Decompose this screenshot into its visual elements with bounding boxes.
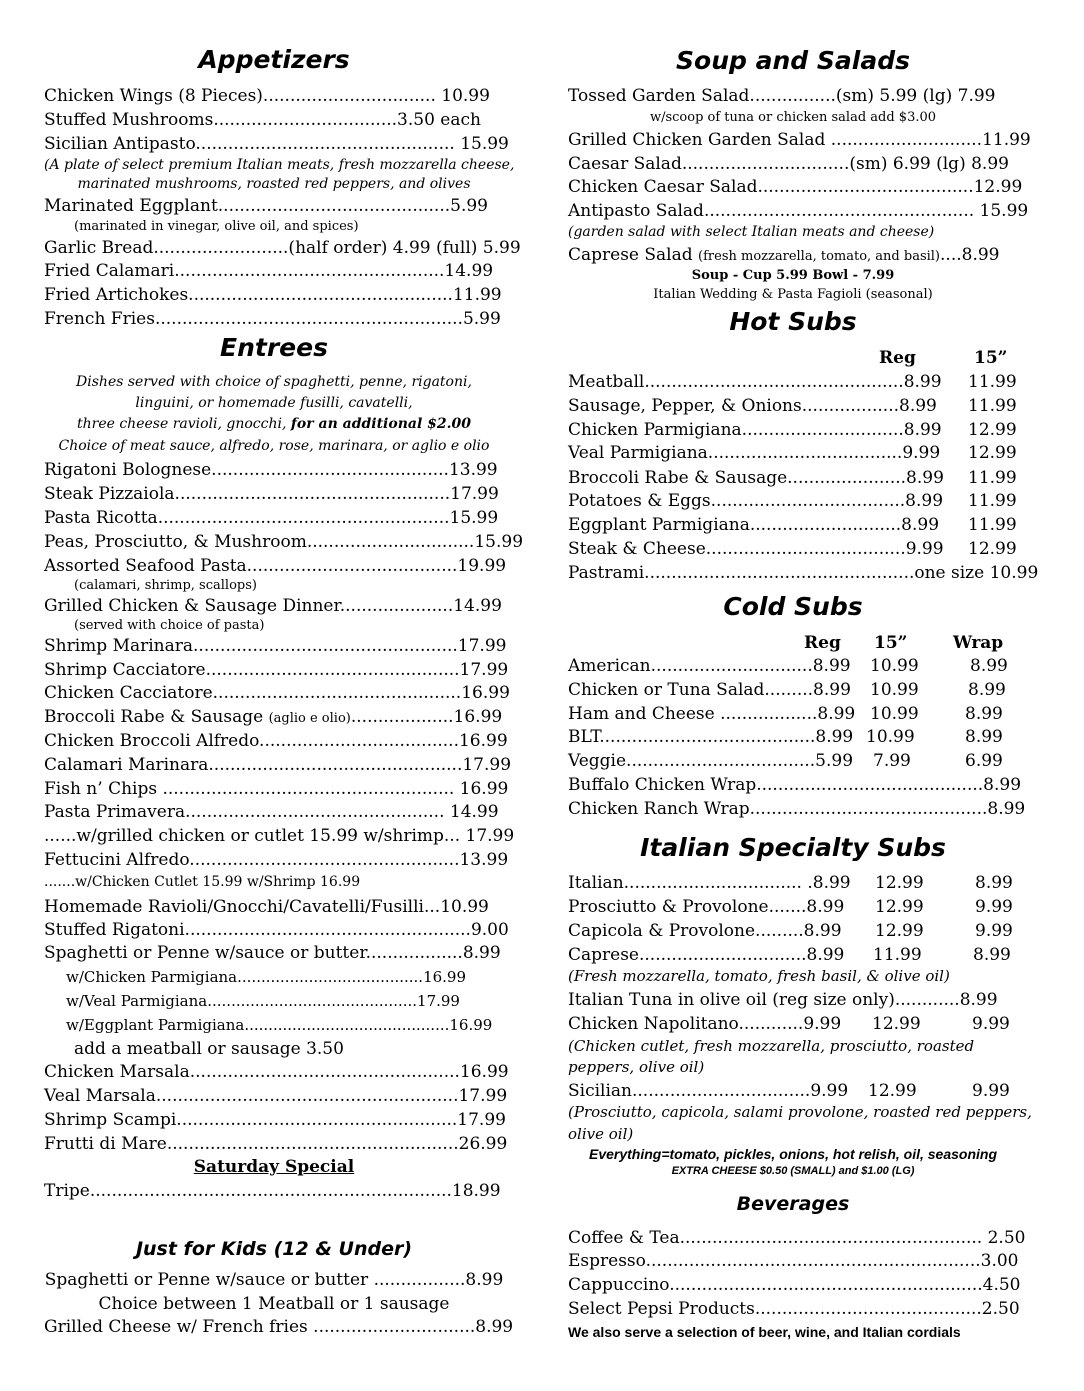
menu-item: Shrimp Scampi....................................................17.99 xyxy=(44,1110,506,1130)
table-row: Chicken Napolitano............9.99 12.99 9.99 xyxy=(568,1014,1010,1034)
menu-item-option: w/Eggplant Parmigiana...........................................16.99 xyxy=(66,1016,493,1034)
item-description: (Chicken cutlet, fresh mozzarella, prosciutto, roasted xyxy=(568,1037,975,1055)
menu-item: Pasta Ricotta......................................................15.99 xyxy=(44,508,499,528)
menu-item: Grilled Chicken & Sausage Dinner.....................14.99 xyxy=(44,596,502,616)
table-row: Steak & Cheese.....................................9.99 12.99 xyxy=(568,539,1017,559)
item-description: (A plate of select premium Italian meats, fresh mozzarella cheese, xyxy=(44,157,515,173)
table-row: BLT........................................8.99 10.99 8.99 xyxy=(568,727,1003,747)
item-description: (calamari, shrimp, scallops) xyxy=(74,578,257,593)
menu-item-option: w/Veal Parmigiana............................................17.99 xyxy=(66,992,460,1010)
menu-item: French Fries.........................................................5.99 xyxy=(44,309,501,329)
menu-item: Shrimp Cacciatore...............................................17.99 xyxy=(44,660,509,680)
menu-item: Grilled Cheese w/ French fries ..............................8.99 xyxy=(44,1317,514,1337)
menu-item: Fried Artichokes.................................................11.99 xyxy=(44,285,502,305)
menu-item: Rigatoni Bolognese............................................13.99 xyxy=(44,460,498,480)
item-description: (Prosciutto, capicola, salami provolone, roasted red peppers, xyxy=(568,1103,1032,1121)
table-row: Veal Parmigiana....................................9.99 12.99 xyxy=(568,443,1017,463)
table-row: Prosciutto & Provolone.......8.99 12.99 9.99 xyxy=(568,897,1013,917)
table-row: American..............................8.99 10.99 8.99 xyxy=(568,656,1008,676)
item-description: (served with choice of pasta) xyxy=(74,618,265,633)
menu-item: Caesar Salad...............................(sm) 6.99 (lg) 8.99 xyxy=(568,154,1009,174)
menu-item: Shrimp Marinara.................................................17.99 xyxy=(44,636,507,656)
menu-item: Antipasto Salad.................................................. 15.99 xyxy=(568,201,1029,221)
cold-subs-heading: Cold Subs xyxy=(723,592,863,621)
table-row: Potatoes & Eggs....................................8.99 11.99 xyxy=(568,491,1017,511)
soups-heading: Soup and Salads xyxy=(676,46,910,75)
menu-item: Calamari Marinara...............................................17.99 xyxy=(44,755,512,775)
menu-item: Assorted Seafood Pasta.......................................19.99 xyxy=(44,556,507,576)
column-header-reg: Reg xyxy=(879,348,916,368)
entrees-intro: three cheese ravioli, gnocchi, for an additional $2.00 xyxy=(76,416,471,432)
hot-subs-heading: Hot Subs xyxy=(729,307,857,336)
table-row: Sausage, Pepper, & Onions..................8.99 11.99 xyxy=(568,396,1017,416)
saturday-special-heading: Saturday Special xyxy=(193,1157,355,1177)
menu-item: Chicken Ranch Wrap............................................8.99 xyxy=(568,799,1026,819)
menu-item: Italian Tuna in olive oil (reg size only)............8.99 xyxy=(568,990,998,1010)
table-row: Italian................................. .8.99 12.99 8.99 xyxy=(568,873,1013,893)
table-row: Broccoli Rabe & Sausage......................8.99 11.99 xyxy=(568,468,1017,488)
everything-note: Everything=tomato, pickles, onions, hot relish, oil, seasoning xyxy=(588,1146,998,1162)
item-description: marinated mushrooms, roasted red peppers, and olives xyxy=(77,176,471,192)
table-row: Sicilian.................................9.99 12.99 9.99 xyxy=(568,1081,1010,1101)
menu-item: Fried Calamari..................................................14.99 xyxy=(44,261,494,281)
menu-item: Spaghetti or Penne w/sauce or butter..................8.99 xyxy=(44,943,501,963)
table-row: Chicken Parmigiana..............................8.99 12.99 xyxy=(568,420,1017,440)
menu-item: Homemade Ravioli/Gnocchi/Cavatelli/Fusilli...10.99 xyxy=(44,897,489,917)
table-row: Chicken or Tuna Salad.........8.99 10.99 8.99 xyxy=(568,680,1006,700)
menu-item: Chicken Cacciatore..............................................16.99 xyxy=(44,683,510,703)
menu-item: Marinated Eggplant...........................................5.99 xyxy=(44,196,488,216)
entrees-intro: linguini, or homemade fusilli, cavatelli, xyxy=(135,395,413,411)
item-description: olive oil) xyxy=(568,1125,634,1143)
italian-subs-heading: Italian Specialty Subs xyxy=(640,833,946,862)
menu-item: Fettucini Alfredo..................................................13.99 xyxy=(44,850,509,870)
menu-item: Steak Pizzaiola...................................................17.99 xyxy=(44,484,499,504)
menu-item: Cappuccino..........................................................4.50 xyxy=(568,1275,1021,1295)
menu-item: Stuffed Rigatoni.....................................................9.00 xyxy=(44,920,509,940)
appetizers-heading: Appetizers xyxy=(198,45,350,74)
item-description: (marinated in vinegar, olive oil, and spices) xyxy=(74,219,359,234)
menu-item: Tossed Garden Salad................(sm) 5.99 (lg) 7.99 xyxy=(568,86,996,106)
menu-item: Chicken Broccoli Alfredo.....................................16.99 xyxy=(44,731,508,751)
column-header-reg: Reg xyxy=(804,633,841,653)
menu-item: Chicken Marsala..................................................16.99 xyxy=(44,1062,509,1082)
beverages-footer: We also serve a selection of beer, wine, and Italian cordials xyxy=(568,1324,961,1340)
menu-item: Pasta Primavera................................................ 14.99 xyxy=(44,802,499,822)
menu-item: Select Pepsi Products..........................................2.50 xyxy=(568,1299,1020,1319)
item-description: (garden salad with select Italian meats and cheese) xyxy=(568,224,935,240)
menu-item: ......w/grilled chicken or cutlet 15.99 w/shrimp... 17.99 xyxy=(44,826,515,846)
menu-item: Frutti di Mare......................................................26.99 xyxy=(44,1134,508,1154)
extra-cheese-note: EXTRA CHEESE $0.50 (SMALL) and $1.00 (LG) xyxy=(671,1165,915,1177)
menu-item: Chicken Wings (8 Pieces)................................ 10.99 xyxy=(44,86,490,106)
column-header-15: 15” xyxy=(974,348,1008,368)
table-row: Caprese...............................8.99 11.99 8.99 xyxy=(568,945,1011,965)
item-description: peppers, olive oil) xyxy=(568,1058,705,1076)
menu-item: Caprese Salad (fresh mozzarella, tomato, and basil)....8.99 xyxy=(568,245,1000,265)
table-row: Capicola & Provolone.........8.99 12.99 9.99 xyxy=(568,921,1013,941)
item-description: (Fresh mozzarella, tomato, fresh basil, & olive oil) xyxy=(568,967,950,985)
column-header-wrap: Wrap xyxy=(953,633,1004,653)
menu-item: Veal Marsala........................................................17.99 xyxy=(44,1086,508,1106)
menu-item: Garlic Bread.........................(half order) 4.99 (full) 5.99 xyxy=(44,238,521,258)
entrees-intro: Choice of meat sauce, alfredo, rose, marinara, or aglio e olio xyxy=(58,438,490,454)
entrees-intro: Dishes served with choice of spaghetti, penne, rigatoni, xyxy=(76,374,472,390)
menu-item: Spaghetti or Penne w/sauce or butter .................8.99 xyxy=(44,1270,504,1290)
menu-item: Broccoli Rabe & Sausage (aglio e olio)...................16.99 xyxy=(44,707,503,727)
hot-subs-header-row xyxy=(568,347,1018,369)
menu-item-option: add a meatball or sausage 3.50 xyxy=(74,1039,344,1059)
menu-item: Pastrami..................................................one size 10.99 xyxy=(568,563,1039,583)
menu-item: Coffee & Tea........................................................ 2.50 xyxy=(568,1228,1026,1248)
menu-item: Buffalo Chicken Wrap..........................................8.99 xyxy=(568,775,1022,795)
beverages-heading: Beverages xyxy=(736,1193,850,1215)
menu-item: Espresso..............................................................3.00 xyxy=(568,1251,1019,1271)
menu-item-option: .......w/Chicken Cutlet 15.99 w/Shrimp 16.99 xyxy=(44,874,361,890)
entrees-heading: Entrees xyxy=(220,333,328,362)
menu-item-option: w/Chicken Parmigiana.......................................16.99 xyxy=(66,968,467,986)
table-row: Eggplant Parmigiana............................8.99 11.99 xyxy=(568,515,1017,535)
soup-prices: Soup - Cup 5.99 Bowl - 7.99 xyxy=(691,268,895,283)
table-row: Veggie...................................5.99 7.99 6.99 xyxy=(568,751,1003,771)
soup-varieties: Italian Wedding & Pasta Fagioli (seasonal) xyxy=(653,287,933,302)
menu-item: Peas, Prosciutto, & Mushroom...............................15.99 xyxy=(44,532,524,552)
table-row: Ham and Cheese ..................8.99 10.99 8.99 xyxy=(568,704,1003,724)
menu-item: Stuffed Mushrooms..................................3.50 each xyxy=(44,110,481,130)
kids-heading: Just for Kids (12 & Under) xyxy=(135,1238,413,1260)
menu-item: Grilled Chicken Garden Salad ............................11.99 xyxy=(568,130,1031,150)
column-header-15: 15” xyxy=(874,633,908,653)
menu-item: Chicken Caesar Salad........................................12.99 xyxy=(568,177,1023,197)
item-description: w/scoop of tuna or chicken salad add $3.00 xyxy=(649,110,937,125)
table-row: Meatball................................................8.99 11.99 xyxy=(568,372,1017,392)
menu-item: Tripe...................................................................18.99 xyxy=(44,1181,501,1201)
cold-subs-header-row xyxy=(568,632,1018,654)
menu-item: Sicilian Antipasto................................................ 15.99 xyxy=(44,134,509,154)
menu-item: Fish n’ Chips ...................................................... 16.99 xyxy=(44,779,509,799)
item-description: Choice between 1 Meatball or 1 sausage xyxy=(98,1294,450,1314)
